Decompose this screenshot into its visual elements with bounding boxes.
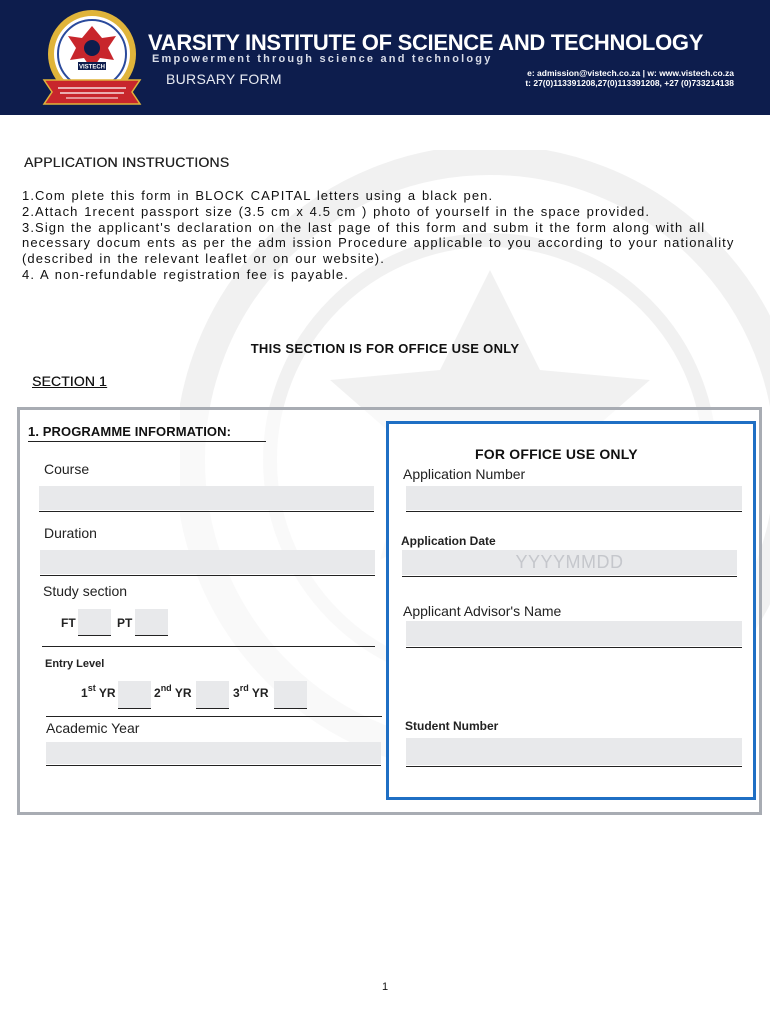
organization-name: VARSITY INSTITUTE OF SCIENCE AND TECHNOLOGY	[148, 30, 704, 55]
instruction-item: 4. A non-refundable registration fee is payable.	[22, 266, 349, 282]
application-date-placeholder: YYYYMMDD	[515, 552, 624, 572]
ft-field[interactable]	[78, 609, 111, 635]
duration-label: Duration	[44, 525, 97, 541]
instruction-item: 2.Attach 1recent passport size (3.5 cm x 4.5 cm ) photo of yourself in the space provided.	[22, 203, 651, 219]
year-2-field[interactable]	[196, 681, 229, 708]
academic-year-field[interactable]	[46, 742, 381, 764]
duration-field-underline	[40, 575, 375, 576]
instruction-item: (described in the relevant leaflet or on our website).	[22, 251, 385, 267]
organization-tagline: Empowerment through science and technology	[152, 53, 493, 65]
programme-heading: 1. PROGRAMME INFORMATION:	[28, 424, 232, 439]
contact-phone: t: 27(0)113391208,27(0)113391208, +27 (0)733214138	[525, 78, 734, 88]
year-3-field[interactable]	[274, 681, 307, 708]
year-3-label: 3rd YR	[233, 683, 269, 700]
applicant-advisor-field[interactable]	[406, 621, 742, 646]
page-number: 1	[381, 981, 389, 993]
section-title: SECTION 1	[32, 373, 107, 389]
year-1-label: 1st YR	[81, 683, 116, 700]
vistech-logo	[36, 8, 148, 110]
application-number-label: Application Number	[403, 466, 526, 482]
instructions-list	[22, 188, 767, 283]
contact-email-web: e: admission@vistech.co.za | w: www.vistech.co.za	[527, 68, 734, 78]
course-field-underline	[39, 511, 374, 512]
divider	[28, 441, 266, 442]
student-number-field-underline	[406, 766, 742, 767]
study-section-label: Study section	[43, 583, 128, 599]
year-2-label: 2nd YR	[154, 683, 192, 700]
instructions-heading: APPLICATION INSTRUCTIONS	[24, 154, 230, 170]
office-use-title: FOR OFFICE USE ONLY	[475, 446, 638, 462]
application-number-field-underline	[406, 511, 742, 512]
office-use-notice: THIS SECTION IS FOR OFFICE USE ONLY	[250, 341, 520, 356]
pt-label: PT	[117, 616, 133, 630]
applicant-advisor-label: Applicant Advisor's Name	[403, 603, 562, 619]
applicant-advisor-field-underline	[406, 647, 742, 648]
ft-label: FT	[61, 616, 76, 630]
year-2-field-underline	[196, 708, 229, 709]
instruction-item: 1.Com plete this form in BLOCK CAPITAL letters using a black pen.	[22, 188, 494, 203]
logo-text: VISTECH	[78, 64, 106, 71]
ft-field-underline	[78, 635, 111, 636]
divider	[42, 646, 375, 647]
academic-year-field-underline	[46, 765, 381, 766]
academic-year-label: Academic Year	[46, 720, 140, 736]
entry-level-label: Entry Level	[45, 658, 105, 670]
form-title: BURSARY FORM	[166, 71, 282, 87]
year-1-field[interactable]	[118, 681, 151, 708]
year-1-field-underline	[118, 708, 151, 709]
pt-field-underline	[135, 635, 168, 636]
course-label: Course	[44, 461, 90, 477]
instruction-item: 3.Sign the applicant's declaration on the last page of this form and subm it the form along with all necessary docum ents as per the adm ission Procedure applicable to you according to your nationality	[22, 219, 735, 251]
course-field[interactable]	[39, 486, 374, 510]
duration-field[interactable]	[40, 550, 375, 574]
application-date-label: Application Date	[401, 534, 496, 548]
application-number-field[interactable]	[406, 486, 742, 510]
divider	[46, 716, 382, 717]
page-header	[0, 0, 770, 115]
student-number-field[interactable]	[406, 738, 742, 765]
pt-field[interactable]	[135, 609, 168, 635]
year-3-field-underline	[274, 708, 307, 709]
student-number-label: Student Number	[405, 719, 499, 733]
application-date-field-underline	[402, 576, 737, 577]
